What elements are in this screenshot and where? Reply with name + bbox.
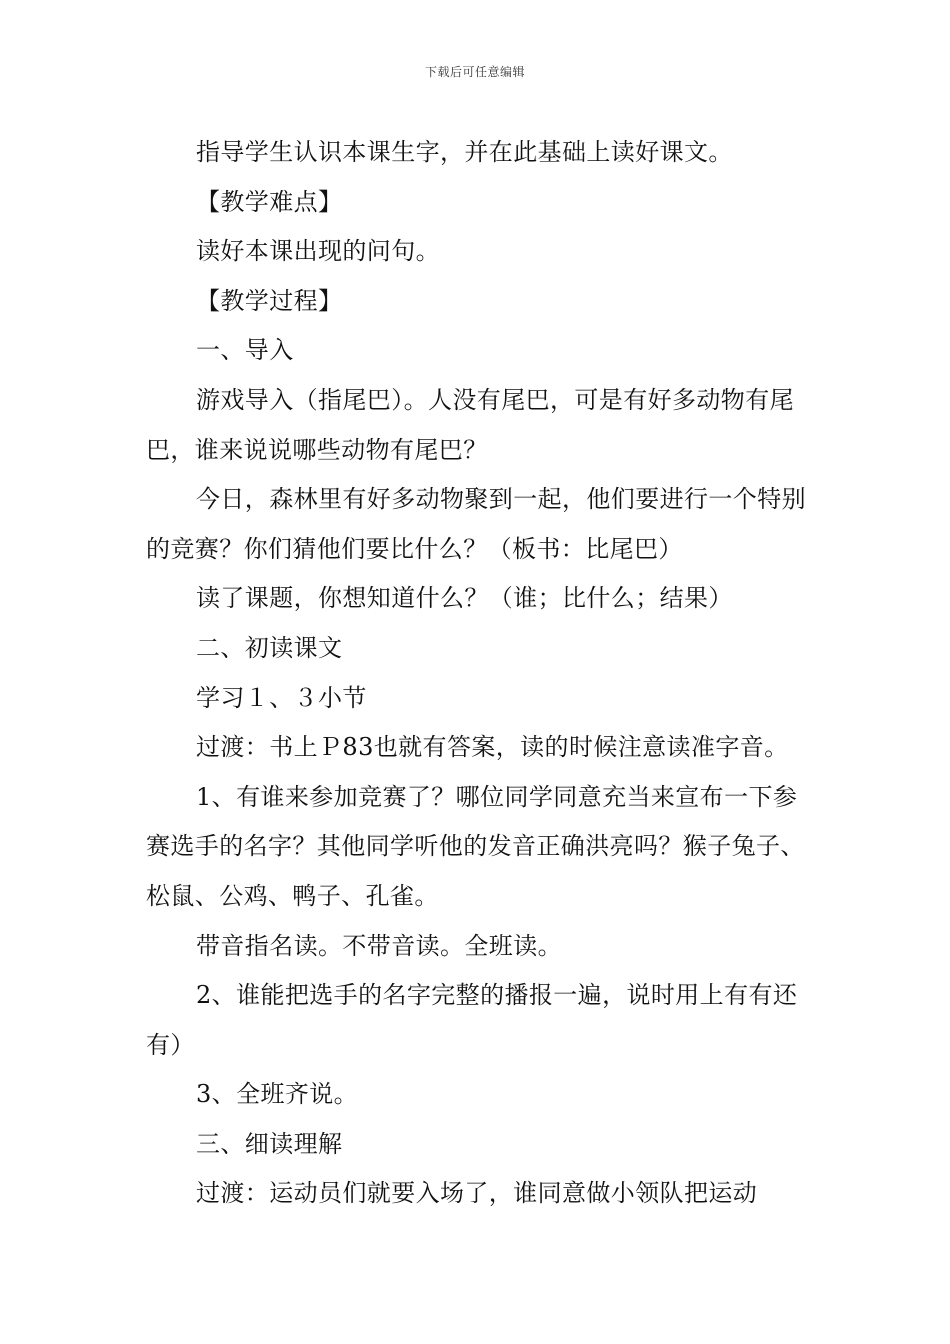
paragraph: 过渡：运动员们就要入场了，谁同意做小领队把运动: [196, 1179, 758, 1208]
subsection-heading: 三、细读理解: [196, 1129, 343, 1158]
subsection-heading: 一、导入: [196, 336, 294, 365]
paragraph: 读好本课出现的问句。: [196, 237, 440, 266]
paragraph: 读了课题，你想知道什么？（谁；比什么；结果）: [196, 584, 733, 613]
paragraph: 学习１、３小节: [196, 683, 367, 712]
page-header: 下载后可任意编辑: [424, 65, 525, 79]
paragraph: 1、有谁来参加竞赛了？哪位同学同意充当来宣布一下参赛选手的名字？其他同学听他的发音正确洪亮吗？猴子兔子、松鼠、公鸡、鸭子、孔雀。: [146, 782, 805, 910]
paragraph: 游戏导入（指尾巴）。人没有尾巴，可是有好多动物有尾巴，谁来说说哪些动物有尾巴？: [146, 385, 794, 464]
section-heading: 【教学过程】: [196, 286, 343, 315]
subsection-heading: 二、初读课文: [196, 633, 343, 662]
paragraph: 指导学生认识本课生字，并在此基础上读好课文。: [196, 138, 733, 166]
paragraph: 3、全班齐说。: [196, 1080, 359, 1109]
section-heading: 【教学难点】: [196, 187, 343, 216]
paragraph: 2、谁能把选手的名字完整的播报一遍，说时用上有有还有）: [146, 981, 798, 1059]
paragraph: 今日，森林里有好多动物聚到一起，他们要进行一个特别的竞赛？你们猜他们要比什么？（板书：比尾巴）: [146, 485, 806, 563]
paragraph: 过渡：书上Ｐ83也就有答案，读的时候注意读准字音。: [196, 733, 789, 762]
paragraph: 带音指名读。不带音读。全班读。: [196, 931, 562, 960]
document-body: [146, 128, 808, 1219]
